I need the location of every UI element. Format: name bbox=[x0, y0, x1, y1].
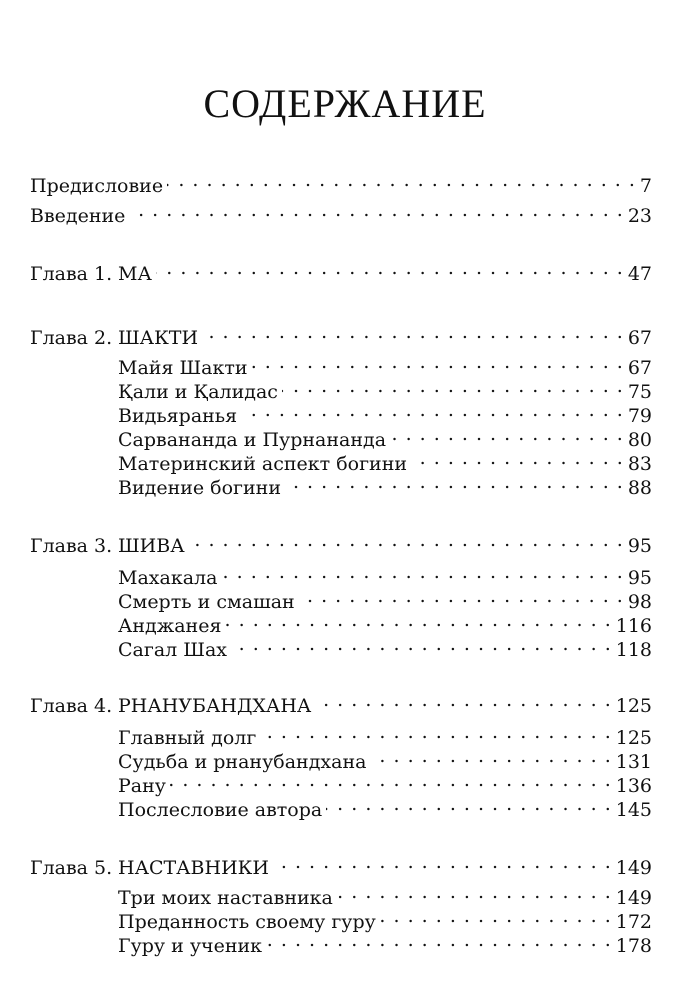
leader-dots bbox=[370, 744, 611, 768]
chapter-page: 95 bbox=[627, 535, 652, 557]
section-page: 83 bbox=[627, 453, 652, 475]
section-page: 95 bbox=[627, 567, 652, 589]
leader-dots bbox=[221, 560, 623, 584]
chapter-page: 149 bbox=[615, 857, 652, 879]
toc-entry[interactable] bbox=[30, 168, 652, 198]
leader-dots bbox=[156, 256, 624, 280]
section-title: Сарвананда и Пурнананда bbox=[118, 429, 387, 451]
toc-entry-title: Предисловие bbox=[30, 175, 164, 197]
leader-dots bbox=[129, 198, 623, 222]
section-title: Материнский аспект богини bbox=[118, 453, 408, 475]
section-page: 67 bbox=[627, 357, 652, 379]
leader-dots bbox=[326, 792, 612, 816]
section-title: Судьба и рнанубандхана bbox=[118, 751, 367, 773]
section-page: 178 bbox=[615, 935, 652, 957]
section-title: Рану bbox=[118, 775, 166, 797]
page-title: СОДЕРЖАНИЕ bbox=[203, 81, 487, 126]
toc-entry-page: 7 bbox=[639, 175, 652, 197]
section-title: Главный долг bbox=[118, 727, 257, 749]
leader-dots bbox=[380, 904, 612, 928]
toc-entry[interactable] bbox=[30, 198, 652, 228]
leader-dots bbox=[282, 374, 624, 398]
chapter-page: 125 bbox=[615, 695, 652, 717]
section-page: 88 bbox=[627, 477, 652, 499]
leader-dots bbox=[260, 720, 611, 744]
toc-entry-page: 23 bbox=[627, 205, 652, 227]
section-title: Сагал Шах bbox=[118, 639, 227, 661]
leader-dots bbox=[266, 928, 612, 952]
section-page: 125 bbox=[615, 727, 652, 749]
section-page: 75 bbox=[627, 381, 652, 403]
section-page: 79 bbox=[627, 405, 652, 427]
leader-dots bbox=[231, 632, 612, 656]
leader-dots bbox=[170, 768, 612, 792]
toc-section[interactable] bbox=[118, 632, 652, 662]
leader-dots bbox=[315, 688, 611, 712]
section-page: 149 bbox=[615, 887, 652, 909]
toc-section[interactable] bbox=[118, 928, 652, 958]
leader-dots bbox=[299, 584, 624, 608]
section-title: Гуру и ученик bbox=[118, 935, 263, 957]
section-title: Три моих наставника bbox=[118, 887, 333, 909]
section-page: 172 bbox=[615, 911, 652, 933]
leader-dots bbox=[225, 608, 611, 632]
chapter-page: 67 bbox=[627, 327, 652, 349]
leader-dots bbox=[390, 422, 624, 446]
section-title: Смерть и смашан bbox=[118, 591, 295, 613]
toc-entry-title: Введение bbox=[30, 205, 126, 227]
leader-dots bbox=[241, 398, 624, 422]
section-title: Қали и Қалидас bbox=[118, 381, 278, 403]
chapter-label: Глава 3. bbox=[30, 535, 113, 557]
section-title: Послесловие автора bbox=[118, 799, 323, 821]
toc-chapter[interactable] bbox=[30, 320, 652, 350]
toc-chapter[interactable] bbox=[30, 256, 652, 286]
toc-chapter[interactable] bbox=[30, 688, 652, 718]
leader-dots bbox=[189, 528, 624, 552]
chapter-title: МА bbox=[118, 263, 152, 285]
section-page: 145 bbox=[615, 799, 652, 821]
section-title: Преданность своему гуру bbox=[118, 911, 376, 933]
leader-dots bbox=[285, 470, 624, 494]
leader-dots bbox=[252, 350, 624, 374]
chapter-label: Глава 5. bbox=[30, 857, 113, 879]
chapter-title: РНАНУБАНДХАНА bbox=[118, 695, 312, 717]
chapter-page: 47 bbox=[627, 263, 652, 285]
toc-section[interactable] bbox=[118, 792, 652, 822]
section-title: Майя Шакти bbox=[118, 357, 248, 379]
toc-chapter[interactable] bbox=[30, 528, 652, 558]
toc-section[interactable] bbox=[118, 470, 652, 500]
chapter-title: НАСТАВНИКИ bbox=[118, 857, 269, 879]
chapter-label: Глава 1. bbox=[30, 263, 113, 285]
leader-dots bbox=[411, 446, 624, 470]
section-page: 80 bbox=[627, 429, 652, 451]
leader-dots bbox=[167, 168, 636, 192]
chapter-title: ШИВА bbox=[118, 535, 185, 557]
section-title: Махакала bbox=[118, 567, 218, 589]
section-page: 118 bbox=[615, 639, 652, 661]
chapter-title: ШАКТИ bbox=[118, 327, 199, 349]
section-title: Анджанея bbox=[118, 615, 222, 637]
section-page: 98 bbox=[627, 591, 652, 613]
section-title: Видьяранья bbox=[118, 405, 238, 427]
leader-dots bbox=[202, 320, 624, 344]
leader-dots bbox=[273, 850, 612, 874]
leader-dots bbox=[337, 880, 612, 904]
section-page: 136 bbox=[615, 775, 652, 797]
section-page: 116 bbox=[615, 615, 652, 637]
section-page: 131 bbox=[615, 751, 652, 773]
toc-chapter[interactable] bbox=[30, 850, 652, 880]
section-title: Видение богини bbox=[118, 477, 282, 499]
chapter-label: Глава 4. bbox=[30, 695, 113, 717]
chapter-label: Глава 2. bbox=[30, 327, 113, 349]
